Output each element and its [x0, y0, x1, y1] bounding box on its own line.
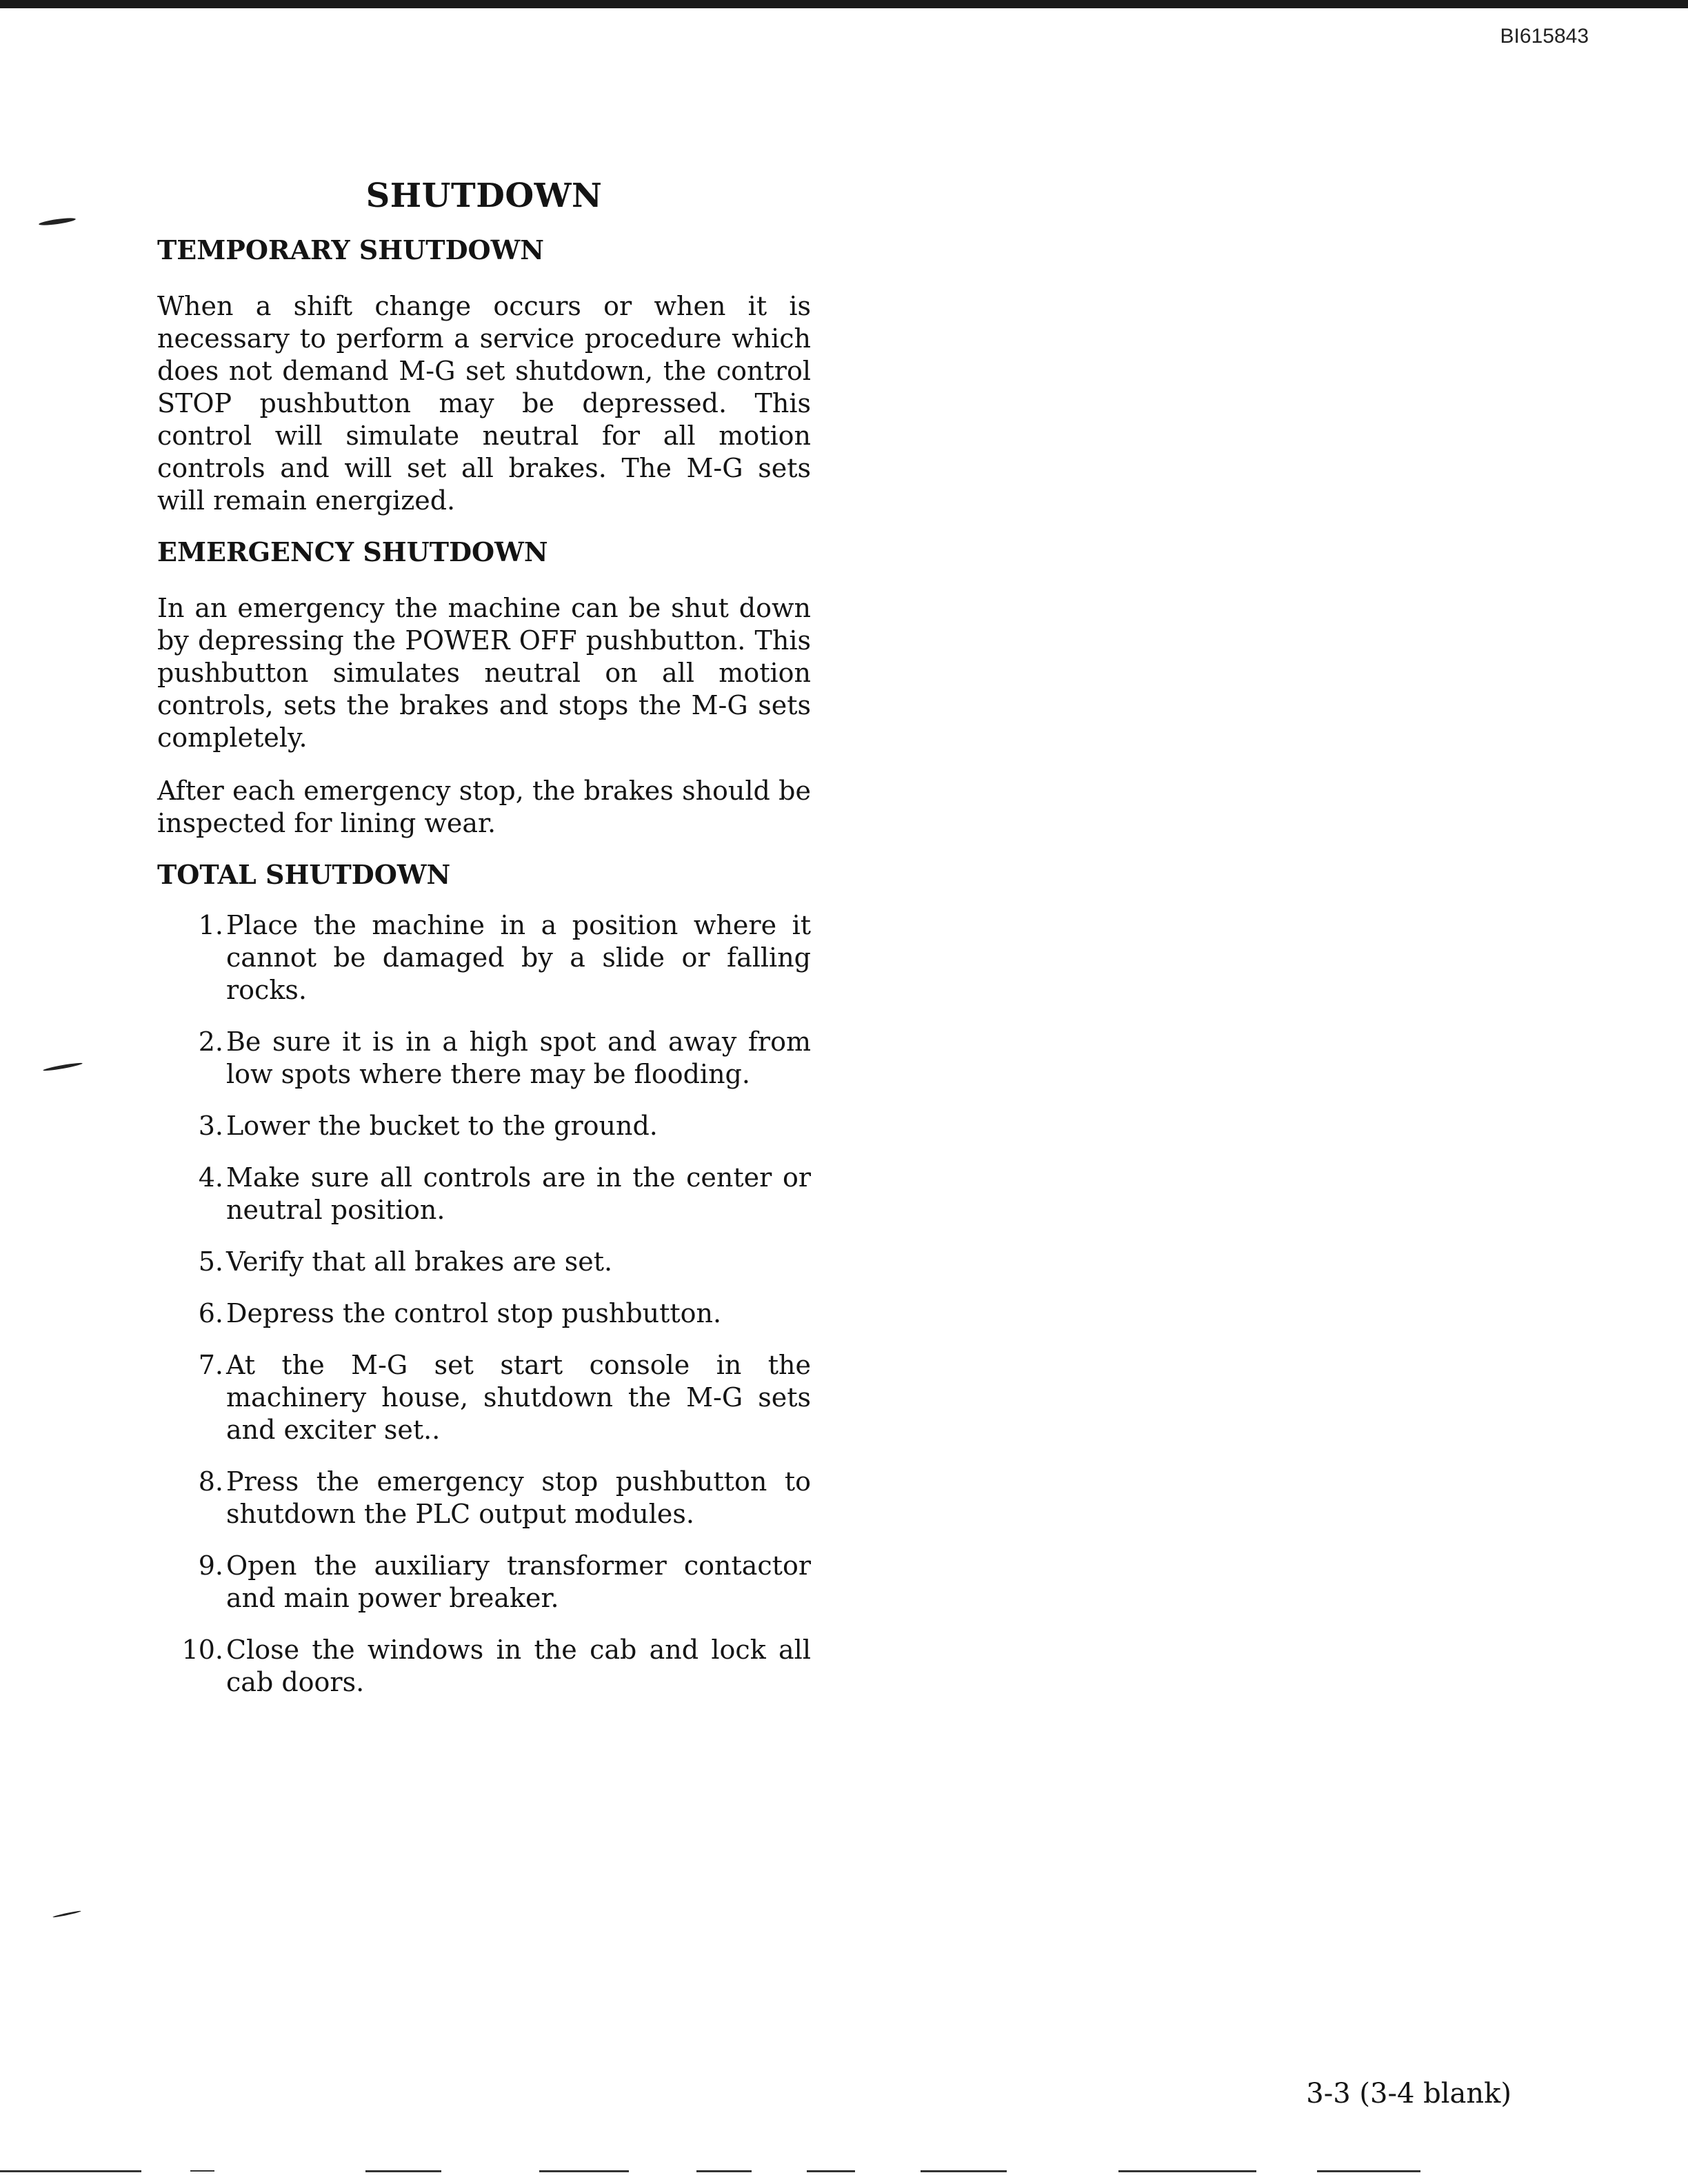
bottom-scan-line	[0, 2170, 141, 2172]
section-heading-total: TOTAL SHUTDOWN	[157, 859, 451, 890]
section-heading-temporary: TEMPORARY SHUTDOWN	[157, 234, 545, 265]
bottom-scan-line	[190, 2170, 214, 2172]
step-number: 5.	[198, 1246, 223, 1277]
step-number: 1.	[198, 910, 223, 940]
bottom-scan-line	[539, 2170, 629, 2172]
main-column	[157, 176, 811, 1718]
step-text: Press the emergency stop pushbutton to shutdown the PLC output modules.	[226, 1466, 811, 1529]
emergency-paragraph-1: In an emergency the machine can be shut down by depressing the POWER OFF pushbutton. This pushbutton simulates neutral on all motion controls, sets the brakes and stops the M-G sets completely.	[157, 593, 811, 753]
section-heading-emergency: EMERGENCY SHUTDOWN	[157, 536, 548, 567]
top-border-rule	[0, 0, 1688, 8]
step-number: 10.	[181, 1635, 223, 1665]
step-text: Open the auxiliary transformer contactor and main power breaker.	[226, 1550, 811, 1613]
shutdown-steps-list	[157, 909, 811, 1699]
temporary-paragraph: When a shift change occurs or when it is necessary to perform a service procedure which does not demand M-G set shutdown, the control STOP pushbutton may be depressed. This control will simulate neutral for all motion controls and will set all brakes. The M-G sets will remain energized.	[157, 291, 811, 516]
list-item	[157, 909, 811, 1007]
bottom-scan-line	[1118, 2170, 1256, 2172]
step-number: 2.	[198, 1027, 223, 1057]
bottom-scan-line	[696, 2170, 752, 2172]
page-number: 3-3 (3-4 blank)	[1306, 2078, 1511, 2110]
step-number: 6.	[198, 1298, 223, 1328]
margin-mark-middle	[43, 1062, 83, 1072]
margin-mark-bottom	[52, 1910, 81, 1919]
bottom-scan-line	[921, 2170, 1007, 2172]
step-number: 4.	[198, 1162, 223, 1193]
step-number: 3.	[198, 1111, 223, 1141]
step-text: At the M-G set start console in the machinery house, shutdown the M-G sets and exciter set..	[226, 1350, 811, 1445]
bottom-scan-line	[1317, 2170, 1420, 2172]
step-text: Make sure all controls are in the center or neutral position.	[226, 1162, 811, 1225]
bottom-scan-line	[807, 2170, 855, 2172]
list-item	[157, 1550, 811, 1615]
list-item	[157, 1634, 811, 1699]
page-title: SHUTDOWN	[365, 176, 603, 215]
step-number: 8.	[198, 1466, 223, 1497]
step-number: 7.	[198, 1350, 223, 1380]
list-item	[157, 1246, 811, 1278]
list-item	[157, 1110, 811, 1142]
step-text: Close the windows in the cab and lock all cab doors.	[226, 1635, 811, 1697]
step-text: Be sure it is in a high spot and away from low spots where there may be flooding.	[226, 1027, 811, 1089]
step-text: Depress the control stop pushbutton.	[226, 1298, 722, 1328]
list-item	[157, 1162, 811, 1226]
bottom-scan-line	[365, 2170, 441, 2172]
emergency-shutdown-section	[157, 536, 811, 840]
list-item	[157, 1466, 811, 1530]
emergency-paragraph-2: After each emergency stop, the brakes should be inspected for lining wear.	[157, 776, 811, 838]
step-number: 9.	[198, 1550, 223, 1581]
list-item	[157, 1026, 811, 1091]
total-shutdown-section	[157, 859, 811, 1699]
margin-mark-top	[39, 216, 76, 226]
step-text: Verify that all brakes are set.	[226, 1246, 613, 1277]
list-item	[157, 1349, 811, 1446]
document-id: BI615843	[1500, 25, 1589, 48]
step-text: Place the machine in a position where it cannot be damaged by a slide or falling rocks.	[226, 910, 811, 1005]
step-text: Lower the bucket to the ground.	[226, 1111, 658, 1141]
temporary-shutdown-section	[157, 234, 811, 517]
list-item	[157, 1297, 811, 1330]
